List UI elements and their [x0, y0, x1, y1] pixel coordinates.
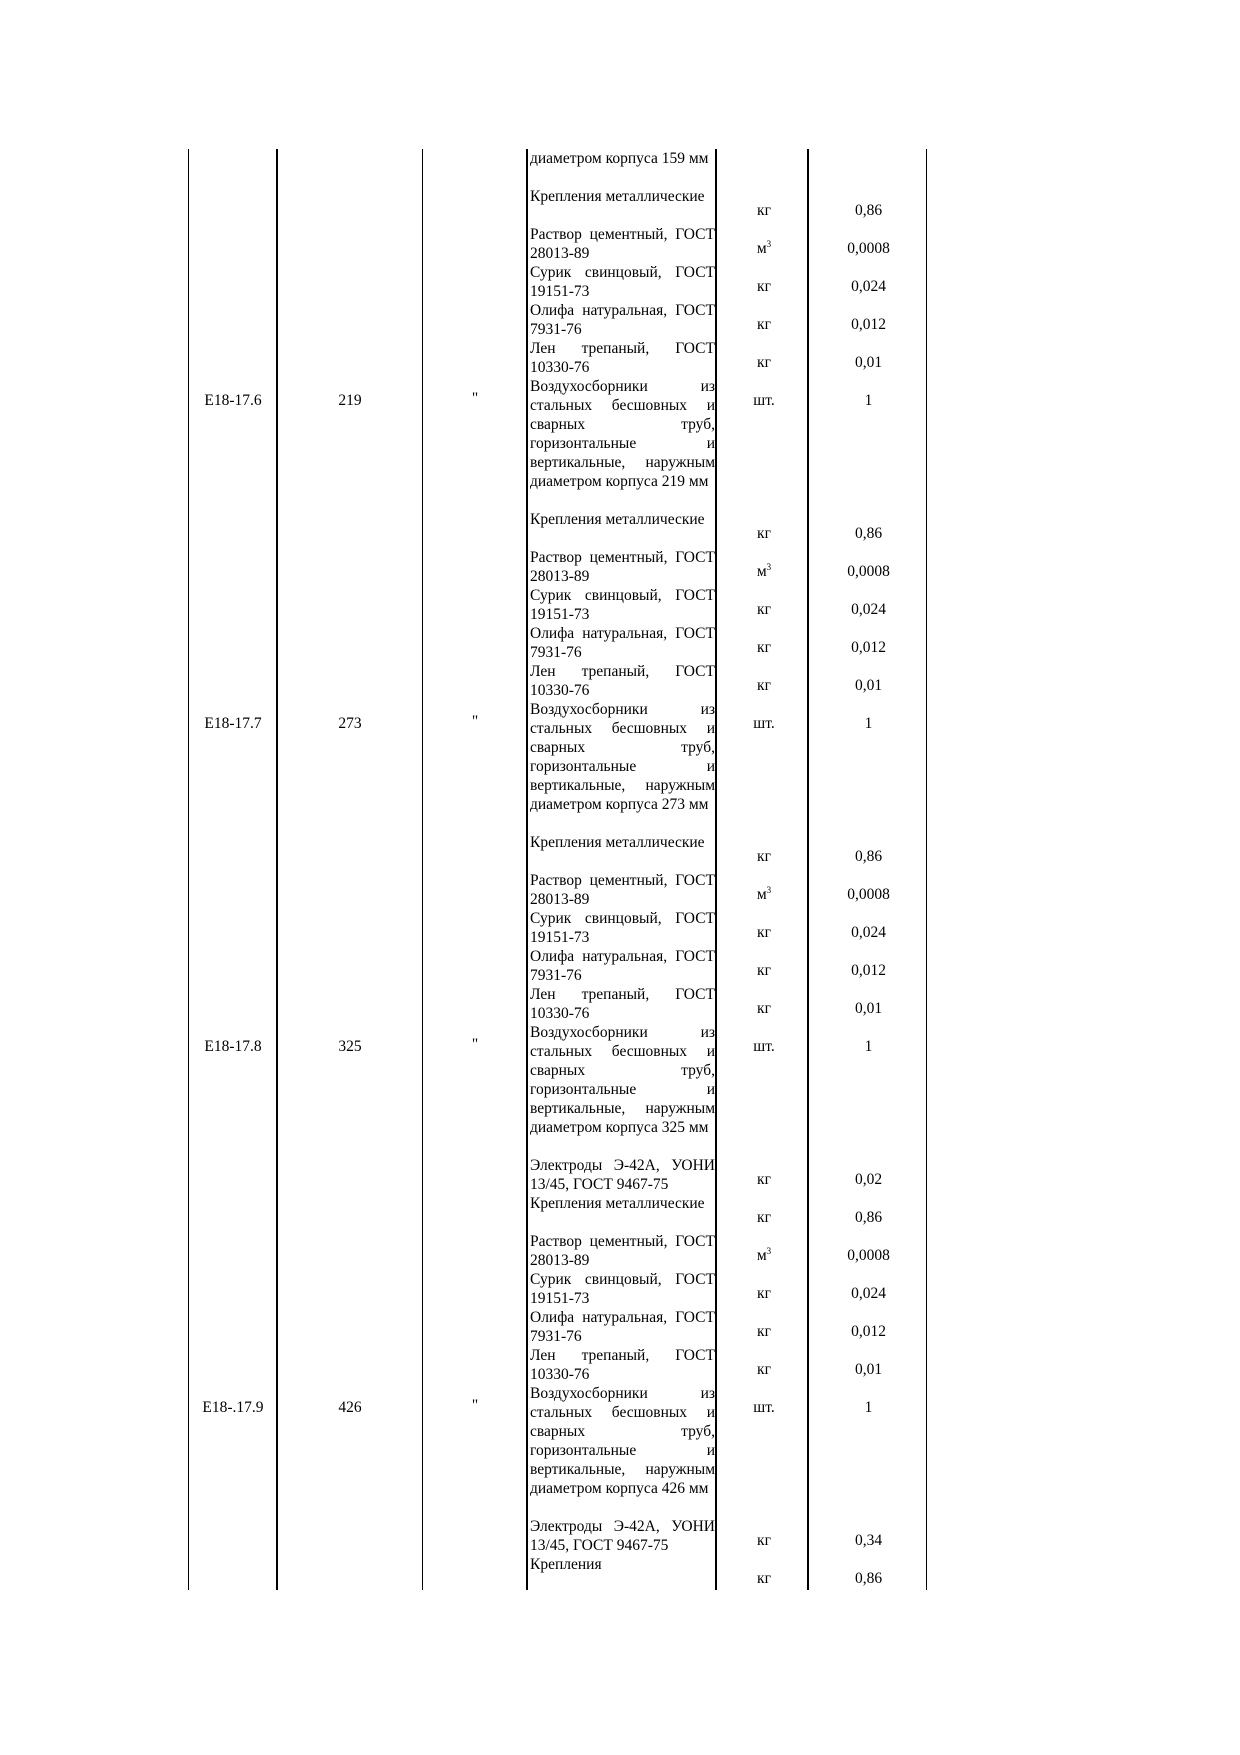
cell-quantity: 0,86: [854, 202, 883, 219]
cell-description: Крепления металлические: [530, 188, 705, 205]
cell-code: [190, 1360, 276, 1379]
cell-ditto-mark: [424, 1320, 526, 1339]
cell-code: [190, 1284, 276, 1303]
cell-description: Раствор цементный, ГОСТ 28013-89: [530, 226, 715, 262]
cell-ditto-mark: [424, 636, 526, 655]
cell-unit: [719, 923, 809, 942]
cell-unit: [719, 1284, 809, 1303]
cell-quantity: 0,024: [851, 924, 886, 941]
cell-ditto-mark: [424, 1206, 526, 1225]
cell-diameter: [278, 961, 422, 980]
cell-description: Лен трепаный, ГОСТ 10330-76: [530, 340, 715, 376]
cell-diameter: [278, 524, 422, 543]
cell-code: Е18-.17.9: [202, 1399, 264, 1416]
cell-code: Е18-17.6: [204, 392, 262, 409]
cell-description: Воздухосборники из стальных бесшовных и сварных труб, горизонтальные и вертикальные, наружным диаметром корпуса 325 мм: [530, 1024, 715, 1136]
cell-unit: [719, 1170, 809, 1189]
cell-diameter: [278, 638, 422, 657]
table-row: [0, 1308, 1240, 1346]
cell-description: Лен трепаный, ГОСТ 10330-76: [530, 663, 715, 699]
cell-quantity: 0,012: [851, 639, 886, 656]
cell-diameter: [278, 1322, 422, 1341]
unit-text: кг: [757, 962, 771, 979]
cell-ditto-mark: [424, 845, 526, 864]
cell-unit: [719, 391, 809, 410]
cell-ditto-mark: [424, 1567, 526, 1586]
cell-description: Раствор цементный, ГОСТ 28013-89: [530, 872, 715, 908]
cell-ditto-mark: [424, 161, 526, 180]
cell-code: [190, 1170, 276, 1189]
cell-diameter: [278, 1284, 422, 1303]
cell-ditto-mark: [424, 921, 526, 940]
cell-diameter: [278, 1569, 422, 1588]
cell-code: Е18-17.7: [204, 715, 262, 732]
cell-code: [190, 277, 276, 296]
unit-text: кг: [757, 202, 771, 219]
cell-unit: [719, 885, 809, 904]
cell-quantity: 0,02: [854, 1171, 883, 1188]
cell-code: [190, 201, 276, 220]
cell-quantity: 0,012: [851, 962, 886, 979]
cell-code: [190, 638, 276, 657]
cell-ditto-mark: [424, 351, 526, 370]
cell-quantity: 0,86: [854, 1570, 883, 1587]
unit-superscript: 3: [766, 885, 772, 895]
cell-quantity: 1: [864, 715, 873, 732]
cell-unit: [719, 638, 809, 657]
table-row: [0, 985, 1240, 1023]
cell-description: Воздухосборники из стальных бесшовных и сварных труб, горизонтальные и вертикальные, наружным диаметром корпуса 426 мм: [530, 1385, 715, 1497]
cell-diameter: [278, 676, 422, 695]
cell-ditto-mark: [424, 883, 526, 902]
cell-description: Раствор цементный, ГОСТ 28013-89: [530, 1233, 715, 1269]
cell-diameter: [278, 923, 422, 942]
table-row: [0, 1156, 1240, 1194]
cell-quantity: 0,86: [854, 1209, 883, 1226]
cell-description: Электроды Э-42А, УОНИ 13/45, ГОСТ 9467-75: [530, 1157, 715, 1193]
cell-code: [190, 923, 276, 942]
unit-text: кг: [757, 316, 771, 333]
cell-code: [190, 600, 276, 619]
unit-text: кг: [757, 677, 771, 694]
table-row: [0, 1023, 1240, 1156]
unit-text: кг: [757, 1171, 771, 1188]
cell-unit: [719, 1208, 809, 1227]
cell-code: [190, 847, 276, 866]
cell-diameter: 325: [338, 1038, 362, 1055]
cell-description: Сурик свинцовый, ГОСТ 19151-73: [530, 587, 715, 623]
cell-description: Сурик свинцовый, ГОСТ 19151-73: [530, 264, 715, 300]
cell-quantity: 0,0008: [847, 1247, 890, 1264]
table-row: [0, 377, 1240, 510]
cell-diameter: 273: [338, 715, 362, 732]
cell-diameter: [278, 1360, 422, 1379]
cell-ditto-mark: [424, 313, 526, 332]
cell-diameter: [278, 562, 422, 581]
cell-unit: [719, 961, 809, 980]
cell-diameter: [278, 315, 422, 334]
table-row: [0, 548, 1240, 586]
table-row: [0, 301, 1240, 339]
cell-code: [190, 1208, 276, 1227]
cell-description: диаметром корпуса 159 мм: [530, 150, 709, 167]
unit-text: кг: [757, 924, 771, 941]
cell-ditto-mark: [424, 997, 526, 1016]
table-row: [0, 1232, 1240, 1270]
cell-unit: [719, 315, 809, 334]
table-row: [0, 871, 1240, 909]
unit-text: м: [756, 240, 767, 257]
cell-unit: [719, 1322, 809, 1341]
table-row: [0, 149, 1240, 187]
cell-description: Олифа натуральная, ГОСТ 7931-76: [530, 302, 715, 338]
cell-ditto-mark: [424, 598, 526, 617]
table-row: [0, 909, 1240, 947]
cell-ditto-mark: [424, 1282, 526, 1301]
cell-quantity: 1: [864, 1399, 873, 1416]
cell-unit: [719, 1246, 809, 1265]
cell-description: Электроды Э-42А, УОНИ 13/45, ГОСТ 9467-75: [530, 1518, 715, 1554]
cell-quantity: 0,01: [854, 1361, 883, 1378]
unit-text: кг: [757, 1285, 771, 1302]
table-row: [0, 1384, 1240, 1517]
cell-diameter: [278, 600, 422, 619]
table-row: [0, 833, 1240, 871]
unit-text: кг: [757, 601, 771, 618]
cell-code: [190, 1531, 276, 1550]
cell-unit: [719, 999, 809, 1018]
cell-quantity: 0,0008: [847, 563, 890, 580]
cell-code: [190, 239, 276, 258]
cell-quantity: 0,86: [854, 848, 883, 865]
table-row: [0, 947, 1240, 985]
cell-ditto-mark: [424, 1358, 526, 1377]
cell-unit: [719, 239, 809, 258]
cell-code: [190, 1322, 276, 1341]
cell-unit: [719, 277, 809, 296]
cell-diameter: [278, 1531, 422, 1550]
cell-diameter: [278, 885, 422, 904]
cell-unit: [719, 1569, 809, 1588]
cell-unit: [719, 676, 809, 695]
cell-description: Олифа натуральная, ГОСТ 7931-76: [530, 1309, 715, 1345]
cell-diameter: [278, 1170, 422, 1189]
table-row: [0, 187, 1240, 225]
table-row: [0, 263, 1240, 301]
cell-code: [190, 315, 276, 334]
cell-description: Крепления: [530, 1556, 602, 1573]
table-row: [0, 586, 1240, 624]
cell-code: Е18-17.8: [204, 1038, 262, 1055]
unit-text: кг: [757, 1570, 771, 1587]
table-row: [0, 700, 1240, 833]
unit-text: шт.: [753, 392, 775, 409]
cell-quantity: 0,012: [851, 1323, 886, 1340]
cell-ditto-mark: [424, 560, 526, 579]
cell-code: [190, 999, 276, 1018]
cell-diameter: [278, 847, 422, 866]
unit-text: кг: [757, 639, 771, 656]
cell-unit: [719, 163, 809, 182]
cell-description: Раствор цементный, ГОСТ 28013-89: [530, 549, 715, 585]
cell-unit: [719, 1531, 809, 1550]
cell-unit: [719, 600, 809, 619]
table-row: [0, 339, 1240, 377]
cell-unit: [719, 714, 809, 733]
table-row: [0, 510, 1240, 548]
cell-code: [190, 562, 276, 581]
cell-ditto-mark: [424, 522, 526, 541]
unit-text: кг: [757, 1000, 771, 1017]
unit-text: м: [756, 886, 767, 903]
cell-code: [190, 524, 276, 543]
table-row: [0, 624, 1240, 662]
cell-quantity: 0,01: [854, 1000, 883, 1017]
cell-ditto-mark: [424, 237, 526, 256]
cell-unit: [719, 353, 809, 372]
cell-diameter: [278, 277, 422, 296]
unit-text: кг: [757, 354, 771, 371]
cell-quantity: 1: [864, 392, 873, 409]
cell-quantity: 0,024: [851, 1285, 886, 1302]
cell-description: Крепления металлические: [530, 1195, 705, 1212]
cell-code: [190, 676, 276, 695]
cell-unit: [719, 1037, 809, 1056]
unit-superscript: 3: [766, 1246, 772, 1256]
unit-text: кг: [757, 525, 771, 542]
unit-text: кг: [757, 1323, 771, 1340]
cell-description: Лен трепаный, ГОСТ 10330-76: [530, 986, 715, 1022]
cell-unit: [719, 562, 809, 581]
cell-ditto-mark: ": [471, 1397, 479, 1414]
cell-quantity: 0,0008: [847, 886, 890, 903]
cell-diameter: [278, 1246, 422, 1265]
table-row: [0, 225, 1240, 263]
cell-diameter: [278, 163, 422, 182]
cell-code: [190, 885, 276, 904]
unit-text: м: [756, 563, 767, 580]
cell-quantity: 0,01: [854, 677, 883, 694]
cell-description: Олифа натуральная, ГОСТ 7931-76: [530, 625, 715, 661]
unit-text: кг: [757, 1361, 771, 1378]
cell-diameter: 219: [338, 392, 362, 409]
cell-quantity: 0,0008: [847, 240, 890, 257]
cell-description: Лен трепаный, ГОСТ 10330-76: [530, 1347, 715, 1383]
cell-code: [190, 353, 276, 372]
cell-code: [190, 163, 276, 182]
cell-unit: [719, 847, 809, 866]
unit-text: кг: [757, 848, 771, 865]
cell-unit: [719, 1398, 809, 1417]
table-row: [0, 1270, 1240, 1308]
cell-diameter: [278, 999, 422, 1018]
cell-description: Воздухосборники из стальных бесшовных и сварных труб, горизонтальные и вертикальные, наружным диаметром корпуса 273 мм: [530, 701, 715, 813]
cell-diameter: 426: [338, 1399, 362, 1416]
cell-code: [190, 1246, 276, 1265]
table-row: [0, 1194, 1240, 1232]
cell-code: [190, 961, 276, 980]
unit-text: кг: [757, 1532, 771, 1549]
cell-diameter: [278, 201, 422, 220]
cell-ditto-mark: ": [471, 1036, 479, 1053]
unit-text: кг: [757, 278, 771, 295]
cell-ditto-mark: [424, 1244, 526, 1263]
cell-ditto-mark: [424, 1529, 526, 1548]
table-row: [0, 1555, 1240, 1593]
table-row: [0, 662, 1240, 700]
unit-text: шт.: [753, 1038, 775, 1055]
unit-text: м: [756, 1247, 767, 1264]
cell-quantity: 1: [864, 1038, 873, 1055]
unit-text: шт.: [753, 1399, 775, 1416]
cell-quantity: 0,01: [854, 354, 883, 371]
cell-description: Крепления металлические: [530, 834, 705, 851]
cell-ditto-mark: [424, 199, 526, 218]
cell-quantity: [811, 163, 926, 182]
cell-description: Сурик свинцовый, ГОСТ 19151-73: [530, 910, 715, 946]
unit-superscript: 3: [766, 562, 772, 572]
unit-text: шт.: [753, 715, 775, 732]
cell-ditto-mark: ": [471, 713, 479, 730]
cell-quantity: 0,86: [854, 525, 883, 542]
cell-description: Воздухосборники из стальных бесшовных и сварных труб, горизонтальные и вертикальные, наружным диаметром корпуса 219 мм: [530, 378, 715, 490]
cell-quantity: 0,34: [854, 1532, 883, 1549]
table-row: [0, 1517, 1240, 1555]
cell-ditto-mark: [424, 275, 526, 294]
unit-text: кг: [757, 1209, 771, 1226]
cell-ditto-mark: ": [471, 390, 479, 407]
cell-quantity: 0,012: [851, 316, 886, 333]
cell-unit: [719, 1360, 809, 1379]
cell-ditto-mark: [424, 1168, 526, 1187]
table-row: [0, 1346, 1240, 1384]
cell-quantity: 0,024: [851, 278, 886, 295]
cell-diameter: [278, 353, 422, 372]
unit-superscript: 3: [766, 239, 772, 249]
cell-diameter: [278, 239, 422, 258]
cell-description: Олифа натуральная, ГОСТ 7931-76: [530, 948, 715, 984]
cell-quantity: 0,024: [851, 601, 886, 618]
cell-code: [190, 1569, 276, 1588]
cell-diameter: [278, 1208, 422, 1227]
cell-ditto-mark: [424, 959, 526, 978]
cell-unit: [719, 524, 809, 543]
cell-ditto-mark: [424, 674, 526, 693]
cell-unit: [719, 201, 809, 220]
cell-description: Крепления металлические: [530, 511, 705, 528]
cell-description: Сурик свинцовый, ГОСТ 19151-73: [530, 1271, 715, 1307]
